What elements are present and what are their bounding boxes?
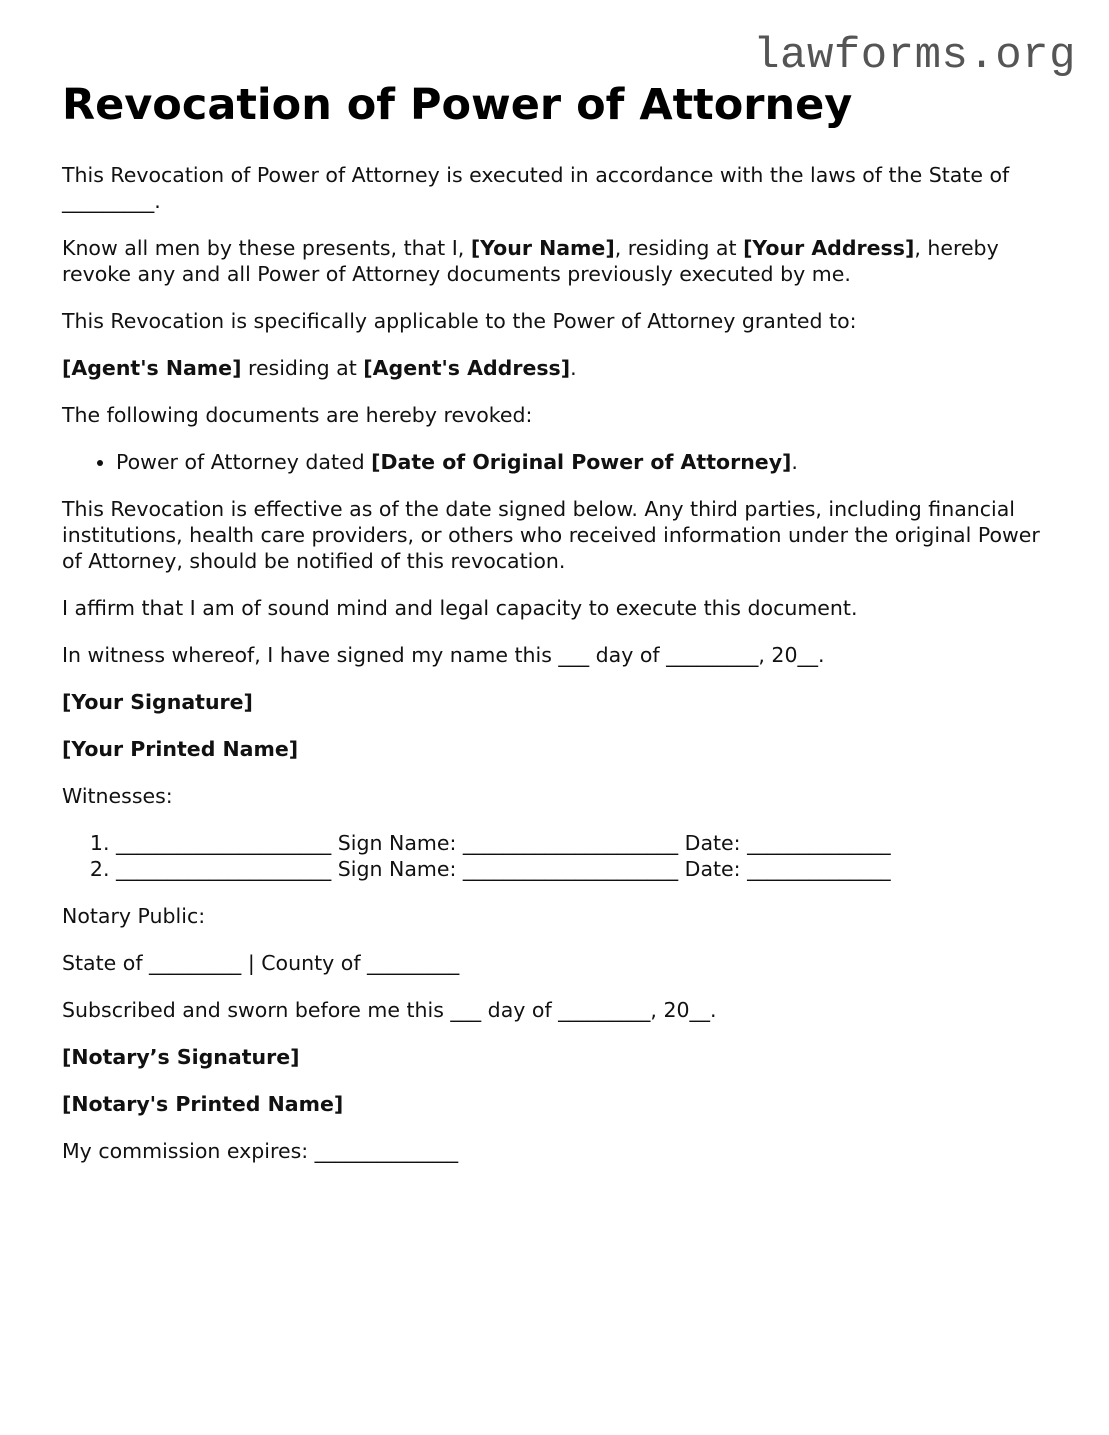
agent-text-mid: residing at bbox=[241, 356, 364, 380]
agent-paragraph bbox=[62, 355, 1047, 381]
notary-printed-name-placeholder: [Notary's Printed Name] bbox=[62, 1092, 344, 1116]
affirm-paragraph: I affirm that I am of sound mind and legal capacity to execute this document. bbox=[62, 596, 858, 620]
revoked-item-post: . bbox=[791, 450, 798, 474]
your-signature-placeholder: [Your Signature] bbox=[62, 690, 253, 714]
agent-name-placeholder: [Agent's Name] bbox=[62, 356, 242, 380]
notary-printed-name-line bbox=[62, 1091, 1047, 1117]
your-printed-name-placeholder: [Your Printed Name] bbox=[62, 737, 299, 761]
notary-signature-line bbox=[62, 1044, 1047, 1070]
notary-signature-placeholder: [Notary’s Signature] bbox=[62, 1045, 300, 1069]
declaration-paragraph bbox=[62, 235, 1047, 287]
effective-paragraph: This Revocation is effective as of the date signed below. Any third parties, including financial institutions, health care providers, or others who received information under the original Power of Attorney, should be notified of this revocation. bbox=[62, 497, 1040, 573]
declaration-text-post: , hereby revoke any and all Power of Attorney documents previously executed by me. bbox=[62, 236, 999, 286]
your-address-placeholder: [Your Address] bbox=[743, 236, 915, 260]
commission-line: My commission expires: ______________ bbox=[62, 1139, 459, 1163]
subscribed-paragraph: Subscribed and sworn before me this ___ day of _________, 20__. bbox=[62, 998, 717, 1022]
witnesses-list bbox=[62, 830, 1047, 882]
witness-line: 2. _____________________ Sign Name: _____________________ Date: ______________ bbox=[116, 856, 1047, 882]
witness-line: 1. _____________________ Sign Name: _____________________ Date: ______________ bbox=[116, 830, 1047, 856]
document-title: Revocation of Power of Attorney bbox=[62, 80, 853, 130]
notary-label: Notary Public: bbox=[62, 904, 206, 928]
your-printed-name-line bbox=[62, 736, 1047, 762]
document-body bbox=[62, 78, 1047, 1185]
original-date-placeholder: [Date of Original Power of Attorney] bbox=[371, 450, 792, 474]
agent-address-placeholder: [Agent's Address] bbox=[363, 356, 571, 380]
revoked-item-pre: Power of Attorney dated bbox=[116, 450, 372, 474]
witnesses-label: Witnesses: bbox=[62, 784, 173, 808]
revoked-document-item bbox=[116, 449, 1047, 475]
declaration-text-pre: Know all men by these presents, that I, bbox=[62, 236, 471, 260]
witness-whereof-paragraph: In witness whereof, I have signed my name this ___ day of _________, 20__. bbox=[62, 643, 825, 667]
intro-paragraph: This Revocation of Power of Attorney is executed in accordance with the laws of the State of _________. bbox=[62, 163, 1010, 213]
state-county-line: State of _________ | County of _________ bbox=[62, 951, 460, 975]
site-watermark: lawforms.org bbox=[753, 31, 1076, 81]
agent-text-post: . bbox=[570, 356, 577, 380]
revoked-documents-list bbox=[62, 449, 1047, 475]
applicable-paragraph: This Revocation is specifically applicable to the Power of Attorney granted to: bbox=[62, 309, 857, 333]
your-name-placeholder: [Your Name] bbox=[470, 236, 615, 260]
documents-heading: The following documents are hereby revoked: bbox=[62, 403, 533, 427]
your-signature-line bbox=[62, 689, 1047, 715]
declaration-text-mid: , residing at bbox=[614, 236, 744, 260]
